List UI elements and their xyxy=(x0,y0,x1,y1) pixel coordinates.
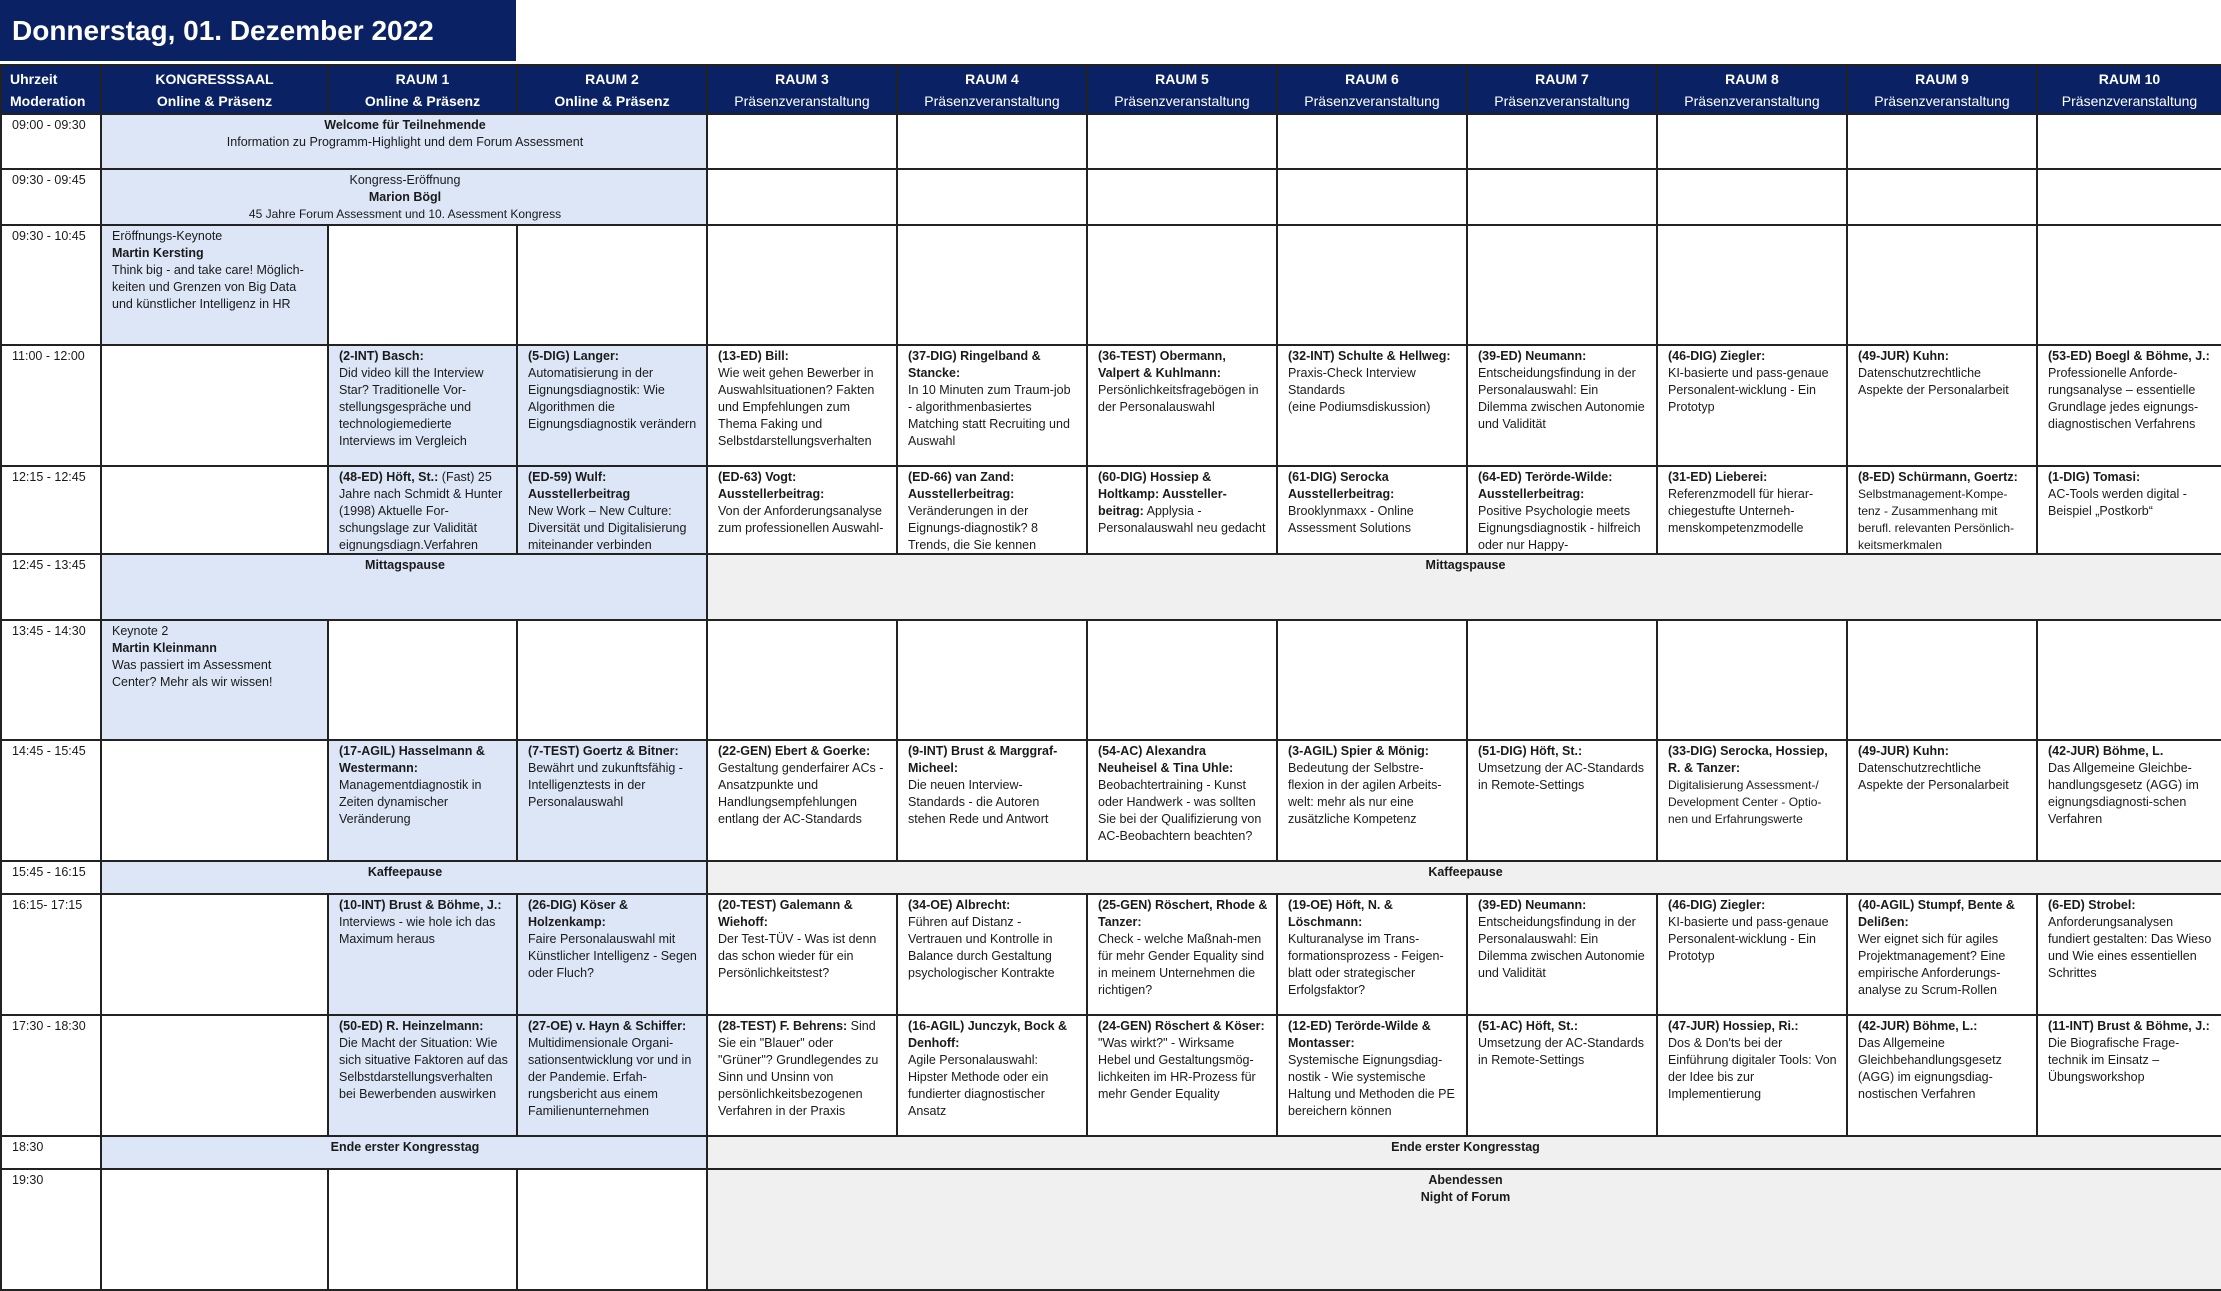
coffee-break-label: Kaffeepause xyxy=(707,861,2221,894)
session-cell: (40-AGIL) Stumpf, Bente & Deliẞen: Wer eignet sich für agiles Projektmanagement? Eine empirische Anforderungs-analyse zu Scrum-Rollen xyxy=(1847,894,2037,1015)
session-cell: (31-ED) Lieberei: Referenzmodell für hierar-chiegestufte Unterneh-menskompetenzmodelle xyxy=(1657,466,1847,554)
header-room: RAUM 7 Präsenzveranstaltung xyxy=(1467,65,1657,114)
session-cell: (25-GEN) Röschert, Rhode & Tanzer: Check - welche Maßnah-men für mehr Gender Equality sind in meinem Unternehmen die richtigen? xyxy=(1087,894,1277,1015)
keynote-session: Eröffnungs-Keynote Martin Kersting Think big - and take care! Möglich-keiten und Grenzen von Big Data und künstlicher Intelligenz in HR xyxy=(101,225,328,345)
session-cell: (9-INT) Brust & Marggraf-Micheel: Die neuen Interview-Standards - die Autoren stehen Rede und Antwort xyxy=(897,740,1087,861)
day-end-label: Ende erster Kongresstag xyxy=(707,1136,2221,1169)
header-room: RAUM 5 Präsenzveranstaltung xyxy=(1087,65,1277,114)
session-cell: (49-JUR) Kuhn: Datenschutzrechtliche Aspekte der Personalarbeit xyxy=(1847,345,2037,466)
session-cell: (7-TEST) Goertz & Bitner: Bewährt und zukunftsfähig - Intelligenztests in der Personalauswahl xyxy=(517,740,707,861)
lunch-break-label: Mittagspause xyxy=(707,554,2221,620)
session-cell: (24-GEN) Röschert & Köser: "Was wirkt?" - Wirksame Hebel und Gestaltungsmög-lichkeiten im HR-Prozess für mehr Gender Equality xyxy=(1087,1015,1277,1136)
session-cell: (49-JUR) Kuhn: Datenschutzrechtliche Aspekte der Personalarbeit xyxy=(1847,740,2037,861)
session-cell: (42-JUR) Böhme, L.: Das Allgemeine Gleichbehandlungsgesetz (AGG) im eignungsdiag-nostischen Verfahren xyxy=(1847,1015,2037,1136)
time-slot: 18:30 xyxy=(1,1136,101,1169)
session-cell: (51-DIG) Höft, St.: Umsetzung der AC-Standards in Remote-Settings xyxy=(1467,740,1657,861)
session-cell: (46-DIG) Ziegler: KI-basierte und pass-genaue Personalent-wicklung - Ein Prototyp xyxy=(1657,345,1847,466)
time-slot: 09:30 - 09:45 xyxy=(1,169,101,225)
lunch-break-label: Mittagspause xyxy=(101,554,707,620)
time-slot: 17:30 - 18:30 xyxy=(1,1015,101,1136)
time-slot: 13:45 - 14:30 xyxy=(1,620,101,740)
time-slot: 09:00 - 09:30 xyxy=(1,114,101,169)
session-cell: (11-INT) Brust & Böhme, J.: Die Biografische Frage-technik im Einsatz – Übungsworkshop xyxy=(2037,1015,2221,1136)
session-cell: (54-AC) Alexandra Neuheisel & Tina Uhle: Beobachtertraining - Kunst oder Handwerk - was sollten Sie bei der Qualifizierung von AC-Beobachtern beachten? xyxy=(1087,740,1277,861)
session-cell: (6-ED) Strobel: Anforderungsanalysen fundiert gestalten: Das Wieso und Wie eines essentiellen Schrittes xyxy=(2037,894,2221,1015)
session-cell: (22-GEN) Ebert & Goerke: Gestaltung genderfairer ACs - Ansatzpunkte und Handlungsempfehlungen entlang der AC-Standards xyxy=(707,740,897,861)
session-cell: (27-OE) v. Hayn & Schiffer: Multidimensionale Organi-sationsentwicklung vor und in der Pandemie. Erfah-rungsbericht aus einem Familienunternehmen xyxy=(517,1015,707,1136)
session-cell: (61-DIG) Serocka Ausstellerbeitrag: Brooklynmaxx - Online Assessment Solutions xyxy=(1277,466,1467,554)
session-cell: (16-AGIL) Junczyk, Bock & Denhoff: Agile Personalauswahl: Hipster Methode oder ein fundierter diagnostischer Ansatz xyxy=(897,1015,1087,1136)
session-cell: (8-ED) Schürmann, Goertz: Selbstmanagement-Kompe-tenz - Zusammenhang mit berufl. relevanten Persönlich-keitsmerkmalen xyxy=(1847,466,2037,554)
session-cell: (3-AGIL) Spier & Mönig: Bedeutung der Selbstre-flexion in der agilen Arbeits-welt: mehr als nur eine zusätzliche Kompetenz xyxy=(1277,740,1467,861)
session-cell: (12-ED) Terörde-Wilde & Montasser: Systemische Eignungsdiag-nostik - Wie systemische Haltung und Methoden die PE bereichern können xyxy=(1277,1015,1467,1136)
time-slot: 14:45 - 15:45 xyxy=(1,740,101,861)
session-cell: (2-INT) Basch: Did video kill the Interview Star? Traditionelle Vor-stellungsgespräche und technologiemedierte Interviews im Vergleich xyxy=(328,345,517,466)
session-cell: (13-ED) Bill: Wie weit gehen Bewerber in Auswahlsituationen? Fakten und Empfehlungen zum Thema Faking und Selbstdarstellungsverhalten xyxy=(707,345,897,466)
session-cell: (47-JUR) Hossiep, Ri.: Dos & Don'ts bei der Einführung digitaler Tools: Von der Idee bis zur Implementierung xyxy=(1657,1015,1847,1136)
time-slot: 12:45 - 13:45 xyxy=(1,554,101,620)
header-room: RAUM 4 Präsenzveranstaltung xyxy=(897,65,1087,114)
session-cell: (53-ED) Boegl & Böhme, J.: Professionelle Anforde-rungsanalyse – essentielle Grundlage jedes eignungs-diagnostischen Verfahrens xyxy=(2037,345,2221,466)
day-title: Donnerstag, 01. Dezember 2022 xyxy=(0,0,516,61)
header-room: RAUM 8 Präsenzveranstaltung xyxy=(1657,65,1847,114)
header-room: KONGRESSSAAL Online & Präsenz xyxy=(101,65,328,114)
session-cell: (39-ED) Neumann: Entscheidungsfindung in der Personalauswahl: Ein Dilemma zwischen Autonomie und Validität xyxy=(1467,894,1657,1015)
session-cell: (50-ED) R. Heinzelmann: Die Macht der Situation: Wie sich situative Faktoren auf das Selbstdarstellungsverhalten bei Bewerbenden auswirken xyxy=(328,1015,517,1136)
time-slot: 11:00 - 12:00 xyxy=(1,345,101,466)
welcome-session: Welcome für Teilnehmende Information zu Programm-Highlight und dem Forum Assessment xyxy=(101,114,707,169)
session-cell: (39-ED) Neumann: Entscheidungsfindung in der Personalauswahl: Ein Dilemma zwischen Autonomie und Validität xyxy=(1467,345,1657,466)
session-cell: (5-DIG) Langer: Automatisierung in der Eignungsdiagnostik: Wie Algorithmen die Eignungsdiagnostik verändern xyxy=(517,345,707,466)
session-cell: (37-DIG) Ringelband & Stancke: In 10 Minuten zum Traum-job - algorithmenbasiertes Matching statt Recruiting und Auswahl xyxy=(897,345,1087,466)
keynote-session: Keynote 2 Martin Kleinmann Was passiert im Assessment Center? Mehr als wir wissen! xyxy=(101,620,328,740)
session-cell: (26-DIG) Köser & Holzenkamp: Faire Personalauswahl mit Künstlicher Intelligenz - Segen oder Fluch? xyxy=(517,894,707,1015)
time-slot: 09:30 - 10:45 xyxy=(1,225,101,345)
time-slot: 19:30 xyxy=(1,1169,101,1290)
session-cell: (48-ED) Höft, St.: (Fast) 25 Jahre nach Schmidt & Hunter (1998) Aktuelle For-schungslage zur Validität eignungsdiagn.Verfahren xyxy=(328,466,517,554)
session-cell: (60-DIG) Hossiep & Holtkamp: Aussteller-beitrag: Applysia - Personalauswahl neu gedacht xyxy=(1087,466,1277,554)
session-cell: (42-JUR) Böhme, L. Das Allgemeine Gleichbe-handlungsgesetz (AGG) im eignungsdiagnosti-schen Verfahren xyxy=(2037,740,2221,861)
header-room: RAUM 1 Online & Präsenz xyxy=(328,65,517,114)
session-cell: (17-AGIL) Hasselmann & Westermann: Managementdiagnostik in Zeiten dynamischer Veränderung xyxy=(328,740,517,861)
coffee-break-label: Kaffeepause xyxy=(101,861,707,894)
session-cell: (ED-63) Vogt: Ausstellerbeitrag: Von der Anforderungsanalyse zum professionellen Auswahl- xyxy=(707,466,897,554)
session-cell: (33-DIG) Serocka, Hossiep, R. & Tanzer: Digitalisierung Assessment-/ Development Center - Optio-nen und Erfahrungswerte xyxy=(1657,740,1847,861)
session-cell: (1-DIG) Tomasi: AC-Tools werden digital - Beispiel „Postkorb“ xyxy=(2037,466,2221,554)
session-cell: (36-TEST) Obermann, Valpert & Kuhlmann: Persönlichkeitsfragebögen in der Personalauswahl xyxy=(1087,345,1277,466)
opening-session: Kongress-Eröffnung Marion Bögl 45 Jahre Forum Assessment und 10. Asessment Kongress xyxy=(101,169,707,225)
header-room: RAUM 3 Präsenzveranstaltung xyxy=(707,65,897,114)
session-cell: (ED-59) Wulf: Ausstellerbeitrag New Work – New Culture: Diversität und Digitalisierung miteinander verbinden xyxy=(517,466,707,554)
session-cell: (ED-66) van Zand: Ausstellerbeitrag: Veränderungen in der Eignungs-diagnostik? 8 Trends, die Sie kennen xyxy=(897,466,1087,554)
session-cell: (32-INT) Schulte & Hellweg: Praxis-Check Interview Standards (eine Podiumsdiskussion) xyxy=(1277,345,1467,466)
header-room: RAUM 9 Präsenzveranstaltung xyxy=(1847,65,2037,114)
session-cell: (20-TEST) Galemann & Wiehoff: Der Test-TÜV - Was ist denn das schon wieder für ein Persönlichkeitstest? xyxy=(707,894,897,1015)
session-cell: (34-OE) Albrecht: Führen auf Distanz - Vertrauen und Kontrolle in Balance durch Gestaltung psychologischer Kontrakte xyxy=(897,894,1087,1015)
session-cell: (19-OE) Höft, N. & Löschmann: Kulturanalyse im Trans-formationsprozess - Feigen-blatt oder strategischer Erfolgsfaktor? xyxy=(1277,894,1467,1015)
session-cell: (51-AC) Höft, St.: Umsetzung der AC-Standards in Remote-Settings xyxy=(1467,1015,1657,1136)
session-cell: (10-INT) Brust & Böhme, J.: Interviews - wie hole ich das Maximum heraus xyxy=(328,894,517,1015)
session-cell: (28-TEST) F. Behrens: Sind Sie ein "Blauer" oder "Grüner"? Grundlegendes zu Sinn und Unsinn von persönlichkeitsbezogenen Verfahren in der Praxis xyxy=(707,1015,897,1136)
session-cell: (46-DIG) Ziegler: KI-basierte und pass-genaue Personalent-wicklung - Ein Prototyp xyxy=(1657,894,1847,1015)
time-slot: 16:15- 17:15 xyxy=(1,894,101,1015)
header-time: Uhrzeit Moderation xyxy=(1,65,101,114)
time-slot: 12:15 - 12:45 xyxy=(1,466,101,554)
header-room: RAUM 10 Präsenzveranstaltung xyxy=(2037,65,2221,114)
session-cell: (64-ED) Terörde-Wilde: Ausstellerbeitrag: Positive Psychologie meets Eignungsdiagnostik - hilfreich oder nur Happy- xyxy=(1467,466,1657,554)
day-end-label: Ende erster Kongresstag xyxy=(101,1136,707,1169)
time-slot: 15:45 - 16:15 xyxy=(1,861,101,894)
schedule-table xyxy=(0,64,2221,1291)
dinner-event: Abendessen Night of Forum xyxy=(707,1169,2221,1290)
header-room: RAUM 2 Online & Präsenz xyxy=(517,65,707,114)
header-room: RAUM 6 Präsenzveranstaltung xyxy=(1277,65,1467,114)
